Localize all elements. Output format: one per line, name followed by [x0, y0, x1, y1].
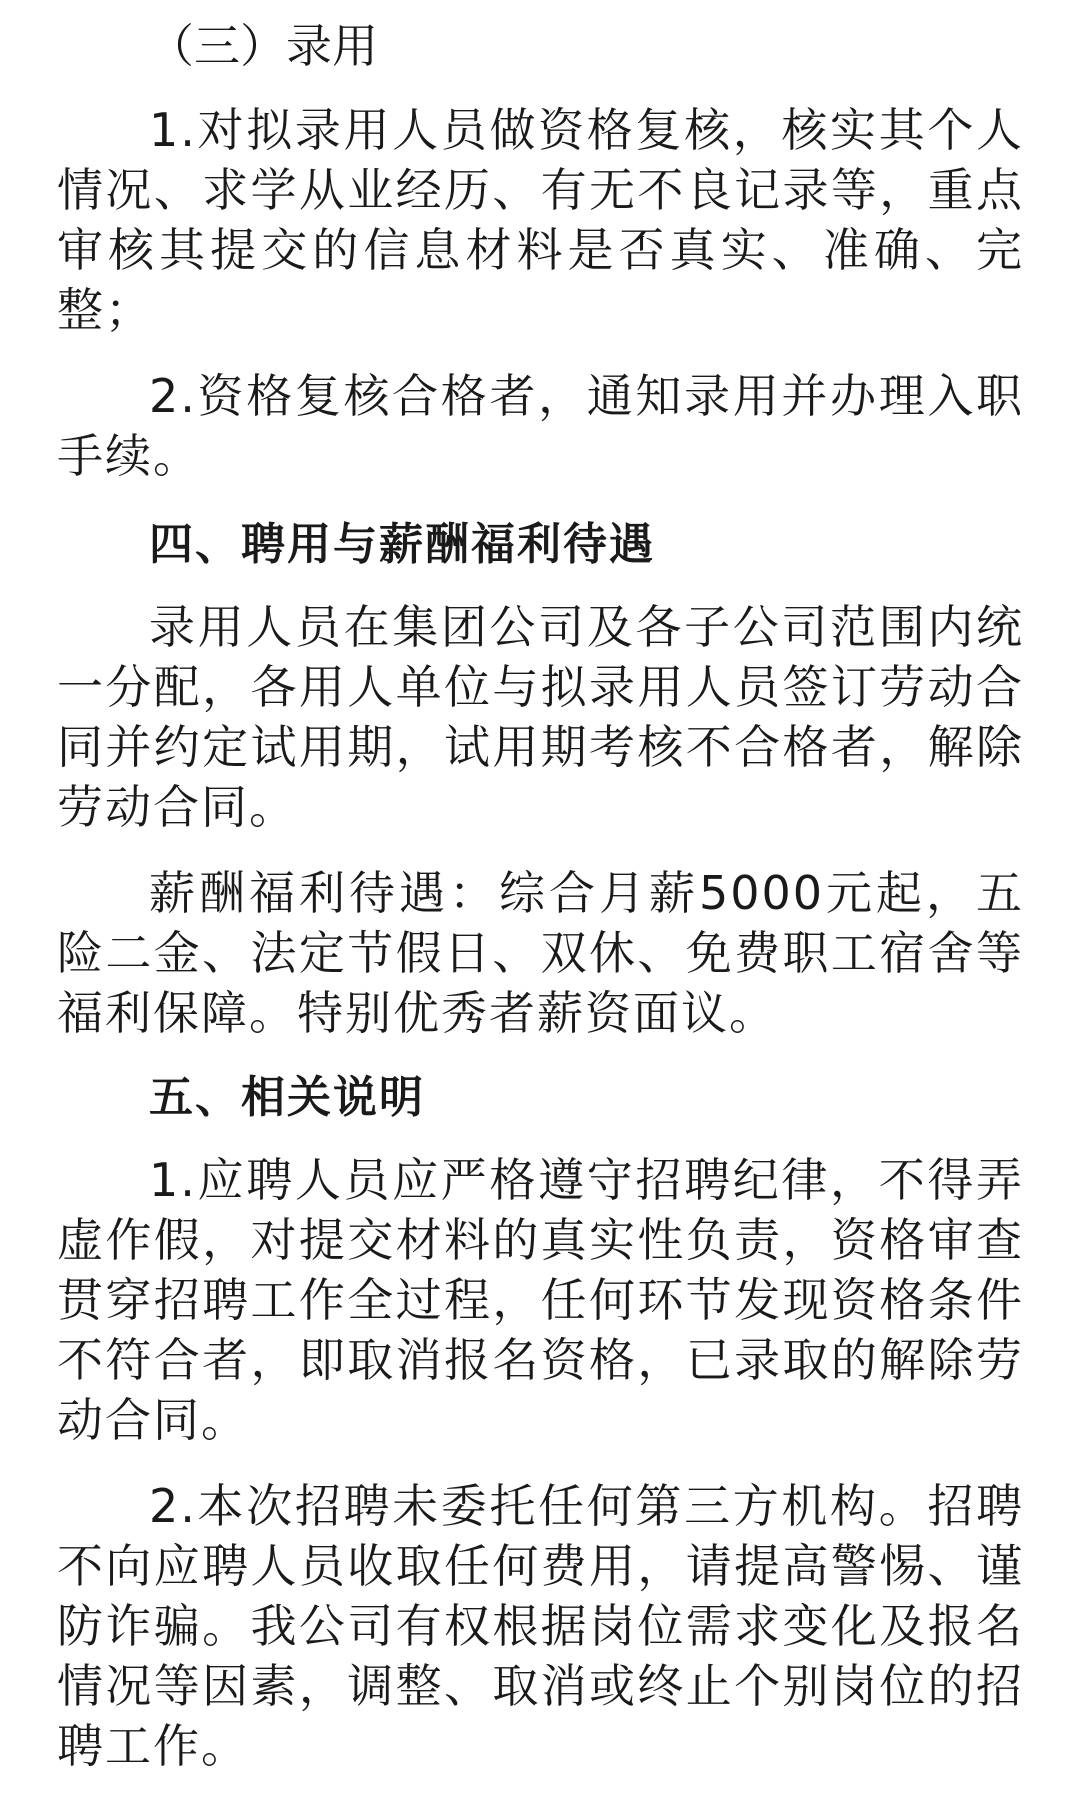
section-five-item-1: 1.应聘人员应严格遵守招聘纪律，不得弄虚作假，对提交材料的真实性负责，资格审查贯穿招聘工作全过程，任何环节发现资格条件不符合者，即取消报名资格，已录取的解除劳动合同。 [57, 1153, 1024, 1447]
section-three-heading: （三）录用 [148, 19, 378, 73]
section-three-item-1: 1.对拟录用人员做资格复核，核实其个人情况、求学从业经历、有无不良记录等，重点审核其提交的信息材料是否真实、准确、完整； [57, 103, 1024, 337]
section-five-heading: 五、相关说明 [149, 1072, 425, 1123]
section-three-item-2: 2.资格复核合格者，通知录用并办理入职手续。 [57, 369, 1024, 483]
section-four-heading: 四、聘用与薪酬福利待遇 [149, 519, 655, 570]
section-five-item-2: 2.本次招聘未委托任何第三方机构。招聘不向应聘人员收取任何费用，请提高警惕、谨防诈骗。我公司有权根据岗位需求变化及报名情况等因素，调整、取消或终止个别岗位的招聘工作。 [57, 1479, 1024, 1773]
section-four-paragraph-1: 录用人员在集团公司及各子公司范围内统一分配，各用人单位与拟录用人员签订劳动合同并约定试用期，试用期考核不合格者，解除劳动合同。 [57, 600, 1024, 834]
section-four-paragraph-2: 薪酬福利待遇：综合月薪5000元起，五险二金、法定节假日、双休、免费职工宿舍等福利保障。特别优秀者薪资面议。 [57, 866, 1024, 1040]
